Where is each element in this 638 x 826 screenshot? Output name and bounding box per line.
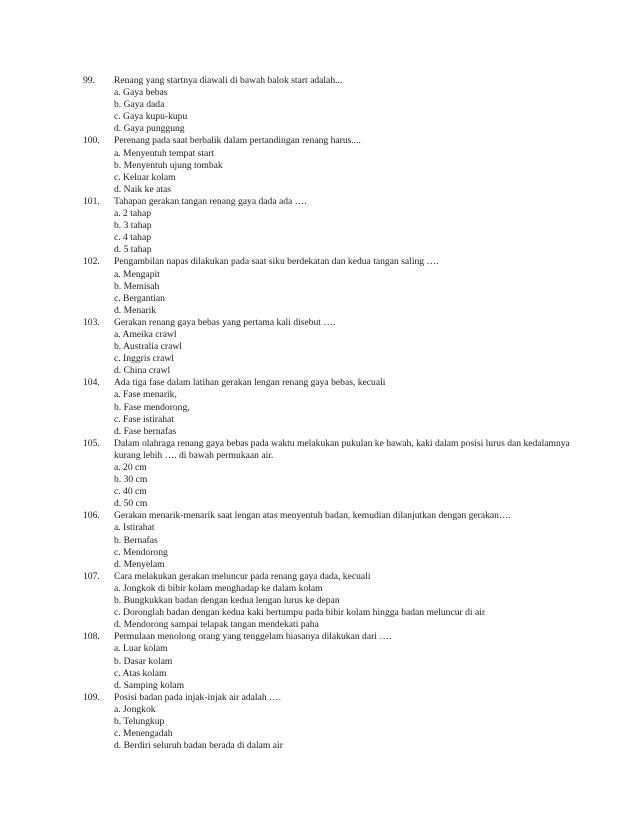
question-number: 105. — [83, 437, 100, 449]
answer-option: c. Inggris crawl — [114, 353, 174, 365]
question-text: Renang yang startnya diawali di bawah balok start adalah... — [114, 75, 343, 86]
answer-option: c. Gaya kupu-kupu — [114, 111, 188, 123]
answer-option: a. Gaya bebas — [114, 87, 168, 99]
question-number: 109. — [83, 691, 100, 703]
answer-option: b. Memisah — [114, 280, 160, 292]
answer-option: a. Luar kolam — [114, 643, 168, 655]
question-number: 101. — [83, 195, 100, 207]
answer-option: b. Australia crawl — [114, 341, 182, 353]
question-number: 108. — [83, 631, 100, 643]
question-stem — [83, 377, 583, 389]
answer-option: d. 5 tahap — [114, 244, 152, 256]
answer-option: a. Istirahat — [114, 522, 155, 534]
question-text: Permulaan menolong orang yang tenggelam biasanya dilakukan dari …. — [114, 631, 392, 643]
question-item — [83, 75, 583, 135]
answer-option: a. Ameika crawl — [114, 328, 177, 340]
question-text: Gerakan renang gaya bebas yang pertama kali disebut …. — [114, 316, 336, 328]
answer-option: d. 50 cm — [114, 498, 148, 510]
question-number: 106. — [83, 510, 100, 522]
question-item — [83, 631, 583, 691]
answer-option: a. Jongkok di bibir kolam menghadap ke dalam kolam — [114, 582, 323, 594]
answer-option: d. China crawl — [114, 365, 171, 377]
answer-option: d. Mendorong sampai telapak tangan mendekati paha — [114, 619, 319, 631]
question-number: 107. — [83, 570, 100, 582]
question-item — [83, 317, 583, 377]
question-stem — [83, 510, 583, 522]
question-text: Tahapan gerakan tangan renang gaya dada ada …. — [114, 195, 307, 207]
question-stem — [83, 196, 583, 208]
answer-option: c. 40 cm — [114, 486, 147, 498]
answer-option: b. 3 tahap — [114, 220, 152, 232]
answer-option: b. 30 cm — [114, 474, 148, 486]
answer-option: c. 4 tahap — [114, 232, 152, 244]
answer-option: a. Menyentuh tempat start — [114, 147, 215, 159]
answer-option: d. Menyelam — [114, 558, 165, 570]
question-text: Gerakan menarik-menarik saat lengan atas menyentuh badan, kemudian dilanjutkan dengan gerakan…. — [114, 510, 511, 522]
question-item — [83, 135, 583, 195]
answer-option: c. Doronglah badan dengan kedua kaki bertumpu pada bibir kolam hingga badan meluncur di air — [114, 607, 486, 619]
question-item — [83, 438, 583, 511]
answer-option: b. Menyentuh ujung tombak — [114, 159, 223, 171]
answer-option: b. Fase mendorong, — [114, 401, 190, 413]
answer-option: c. Atas kolam — [114, 667, 167, 679]
answer-option: a. Jongkok — [114, 703, 156, 715]
answer-option: c. Menengadah — [114, 728, 173, 740]
answer-option: c. Keluar kolam — [114, 171, 176, 183]
answer-option: b. Dasar kolam — [114, 655, 173, 667]
question-number: 103. — [83, 316, 100, 328]
question-number: 102. — [83, 256, 100, 268]
answer-option: a. 20 cm — [114, 462, 147, 473]
answer-option: c. Mendorong — [114, 546, 168, 558]
answer-option: d. Samping kolam — [114, 679, 185, 691]
question-item — [83, 377, 583, 437]
answer-option: d. Naik ke atas — [114, 183, 172, 195]
answer-option: b. Bernafas — [114, 534, 158, 546]
question-stem — [83, 317, 583, 329]
question-text: Ada tiga fase dalam latihan gerakan lengan renang gaya bebas, kecuali — [114, 377, 386, 389]
question-list — [83, 75, 583, 752]
question-stem — [83, 256, 583, 268]
question-item — [83, 692, 583, 752]
answer-option: c. Fase istirahat — [114, 413, 174, 425]
answer-option: b. Telungkup — [114, 715, 165, 727]
question-item — [83, 510, 583, 570]
answer-option: a. Fase menarik, — [114, 389, 177, 401]
answer-option: c. Bergantian — [114, 292, 165, 304]
question-stem — [83, 438, 583, 462]
question-stem — [83, 571, 583, 583]
question-item — [83, 256, 583, 316]
question-text: Posisi badan pada injak-injak air adalah …. — [114, 691, 282, 703]
answer-option: b. Bungkukkan badan dengan kedua lengan lurus ke depan — [114, 595, 340, 607]
question-stem — [83, 692, 583, 704]
answer-option: d. Menarik — [114, 304, 157, 316]
question-item — [83, 571, 583, 631]
answer-option: d. Fase bernafas — [114, 425, 177, 437]
answer-option: b. Gaya dada — [114, 99, 165, 111]
question-number: 99. — [83, 75, 95, 86]
question-text: Perenang pada saat berbalik dalam pertandingan renang harus.... — [114, 135, 361, 147]
answer-option: d. Gaya punggung — [114, 123, 185, 135]
question-stem — [83, 631, 583, 643]
question-number: 104. — [83, 377, 100, 389]
answer-option: d. Berdiri seluruh badan berada di dalam air — [114, 740, 283, 752]
question-text: Pengambilan napas dilakukan pada saat siku berdekatan dan kedua tangan saling …. — [114, 256, 439, 268]
question-stem — [83, 75, 583, 87]
question-number: 100. — [83, 135, 100, 147]
question-text: Cara melakukan gerakan meluncur pada renang gaya dada, kecuali — [114, 570, 371, 582]
answer-option: a. 2 tahap — [114, 208, 152, 220]
question-text: Dalam olahraga renang gaya bebas pada waktu melakukan pukulan ke bawah, kaki dalam posisi lurus dan kedalamnya kurang lebih …. di bawah permukaan air. — [114, 437, 570, 461]
question-stem — [83, 135, 583, 147]
question-item — [83, 196, 583, 256]
answer-option: a. Mengapit — [114, 268, 160, 280]
